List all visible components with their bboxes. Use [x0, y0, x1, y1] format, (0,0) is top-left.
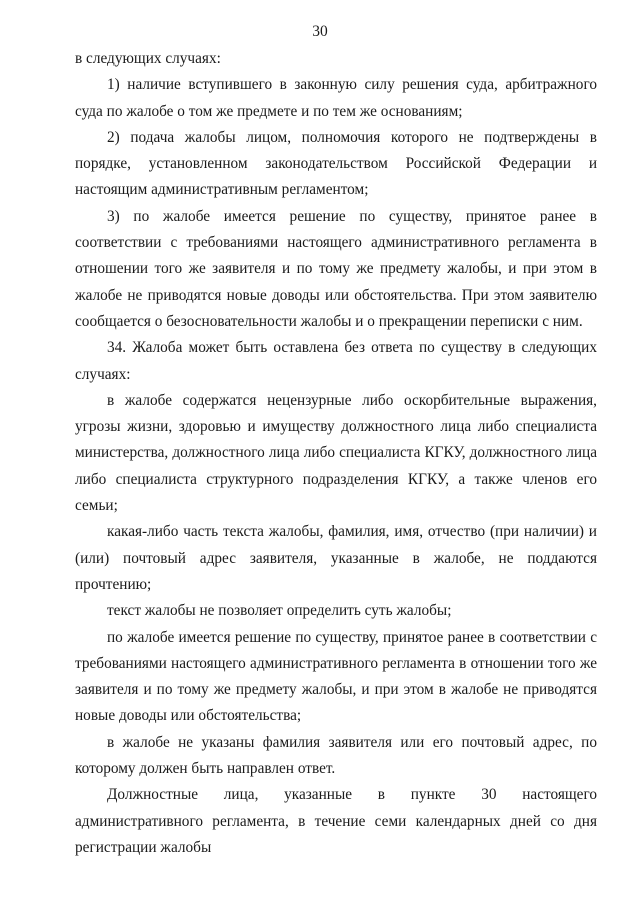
paragraph-case-unreadable: какая-либо часть текста жалобы, фамилия, имя, отчество (при наличии) и (или) почтовый адрес заявителя, указанные в жалобе, не поддаются прочтению;	[75, 523, 597, 593]
paragraph-item-2: 2) подача жалобы лицом, полномочия которого не подтверждены в порядке, установленном законодательством Российской Федерации и настоящим административным регламентом;	[75, 128, 597, 199]
document-body	[75, 46, 597, 861]
paragraph-case-undefined: текст жалобы не позволяет определить суть жалобы;	[107, 602, 452, 620]
page-number: 30	[312, 23, 328, 40]
paragraph-case-no-address: в жалобе не указаны фамилия заявителя или его почтовый адрес, по которому должен быть направлен ответ.	[75, 733, 597, 778]
paragraph-continuation: в следующих случаях:	[75, 50, 221, 67]
paragraph-case-repeat: по жалобе имеется решение по существу, принятое ранее в соответствии с требованиями настоящего административного регламента в отношении того же заявителя и по тому же предмету жалобы, и при этом в жалобе не приводятся новые доводы или обстоятельства;	[75, 628, 597, 725]
paragraph-item-3: 3) по жалобе имеется решение по существу, принятое ранее в соответствии с требованиями настоящего административного регламента в отношении того же заявителя и по тому же предмету жалобы, и при этом в жалобе не приводятся новые доводы или обстоятельства. При этом заявителю сообщается о безосновательности жалобы и о прекращении переписки с ним.	[75, 207, 597, 330]
paragraph-case-obscene: в жалобе содержатся нецензурные либо оскорбительные выражения, угрозы жизни, здоровью и имуществу должностного лица либо специалиста министерства, должностного лица либо специалиста КГКУ, должностного лица либо специалиста структурного подразделения КГКУ, а также членов его семьи;	[75, 391, 597, 515]
paragraph-item-1: 1) наличие вступившего в законную силу решения суда, арбитражного суда по жалобе о том же предмете и по тем же основаниям;	[75, 76, 597, 120]
paragraph-officials: Должностные лица, указанные в пункте 30 настоящего административного регламента, в течение семи календарных дней со дня регистрации жалобы	[75, 786, 597, 856]
paragraph-clause-34: 34. Жалоба может быть оставлена без ответа по существу в следующих случаях:	[75, 339, 597, 383]
